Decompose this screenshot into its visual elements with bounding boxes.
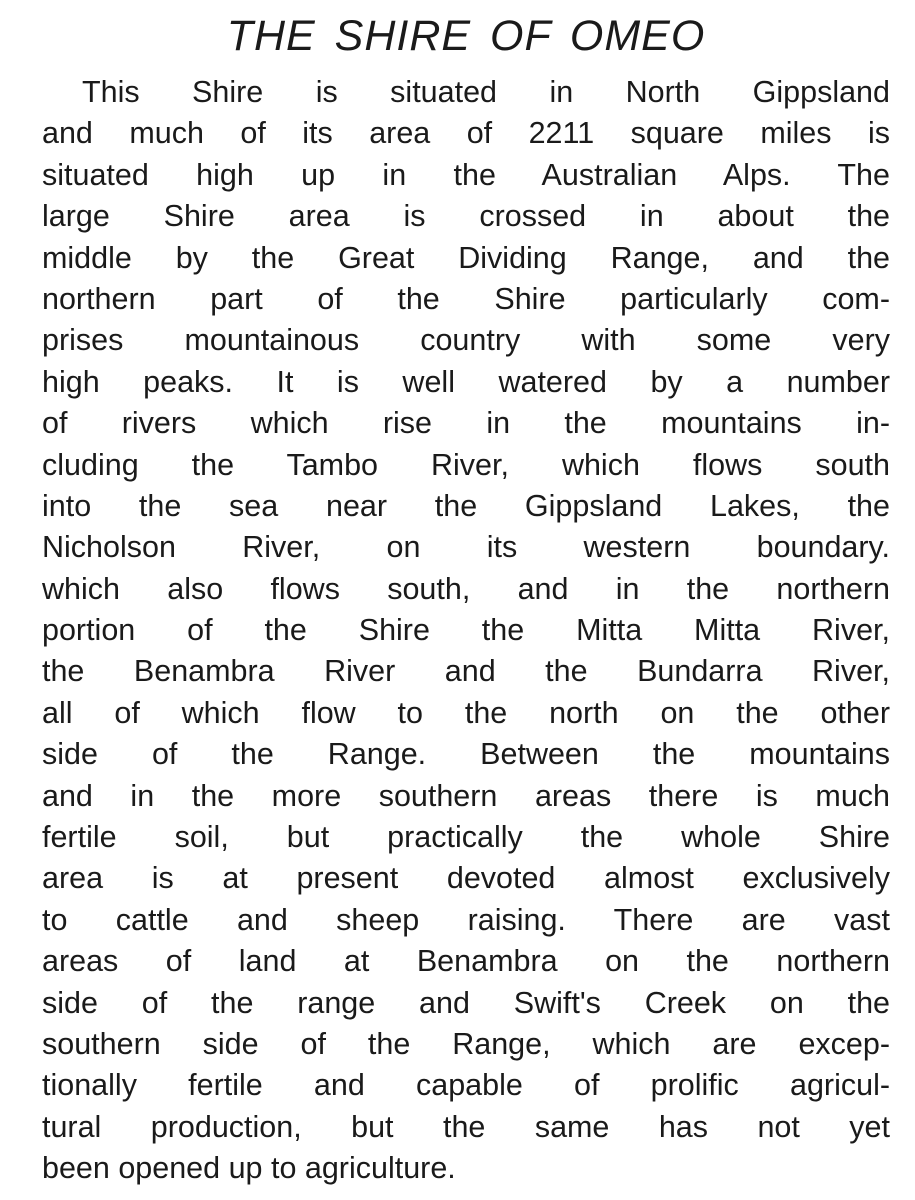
article-line: which also flows south, and in the northern <box>42 571 890 606</box>
article <box>42 0 890 1190</box>
article-line: prises mountainous country with some very <box>42 323 890 358</box>
article-line: Nicholson River, on its western boundary. <box>42 530 890 565</box>
article-line: fertile soil, but practically the whole Shire <box>42 820 890 855</box>
article-line: of rivers which rise in the mountains in- <box>42 406 890 441</box>
article-line: tural production, but the same has not yet <box>42 1109 890 1144</box>
article-line: situated high up in the Australian Alps. The <box>42 157 890 192</box>
article-line: been opened up to agriculture. <box>42 1151 456 1186</box>
article-line: cluding the Tambo River, which flows south <box>42 447 890 482</box>
article-line: all of which flow to the north on the other <box>42 695 890 730</box>
article-line: large Shire area is crossed in about the <box>42 199 890 234</box>
article-line: side of the Range. Between the mountains <box>42 737 890 772</box>
article-line: southern side of the Range, which are excep- <box>42 1026 890 1061</box>
article-line: northern part of the Shire particularly com- <box>42 281 890 316</box>
article-line: portion of the Shire the Mitta Mitta River, <box>42 613 890 648</box>
article-line: middle by the Great Dividing Range, and the <box>42 240 890 275</box>
article-line: to cattle and sheep raising. There are vast <box>42 902 890 937</box>
article-line: the Benambra River and the Bundarra River, <box>42 654 890 689</box>
article-line: area is at present devoted almost exclusively <box>42 861 890 896</box>
article-line: into the sea near the Gippsland Lakes, the <box>42 488 890 523</box>
article-line: side of the range and Swift's Creek on the <box>42 985 890 1020</box>
article-line: and in the more southern areas there is much <box>42 778 890 813</box>
article-line: tionally fertile and capable of prolific agricul- <box>42 1068 890 1103</box>
article-line: and much of its area of 2211 square miles is <box>42 116 890 151</box>
article-title: THE SHIRE OF OMEO <box>226 12 706 60</box>
article-line: This Shire is situated in North Gippsland <box>82 75 890 109</box>
article-line: high peaks. It is well watered by a number <box>42 364 890 399</box>
article-line: areas of land at Benambra on the northern <box>42 944 890 979</box>
article-body <box>42 72 890 1190</box>
